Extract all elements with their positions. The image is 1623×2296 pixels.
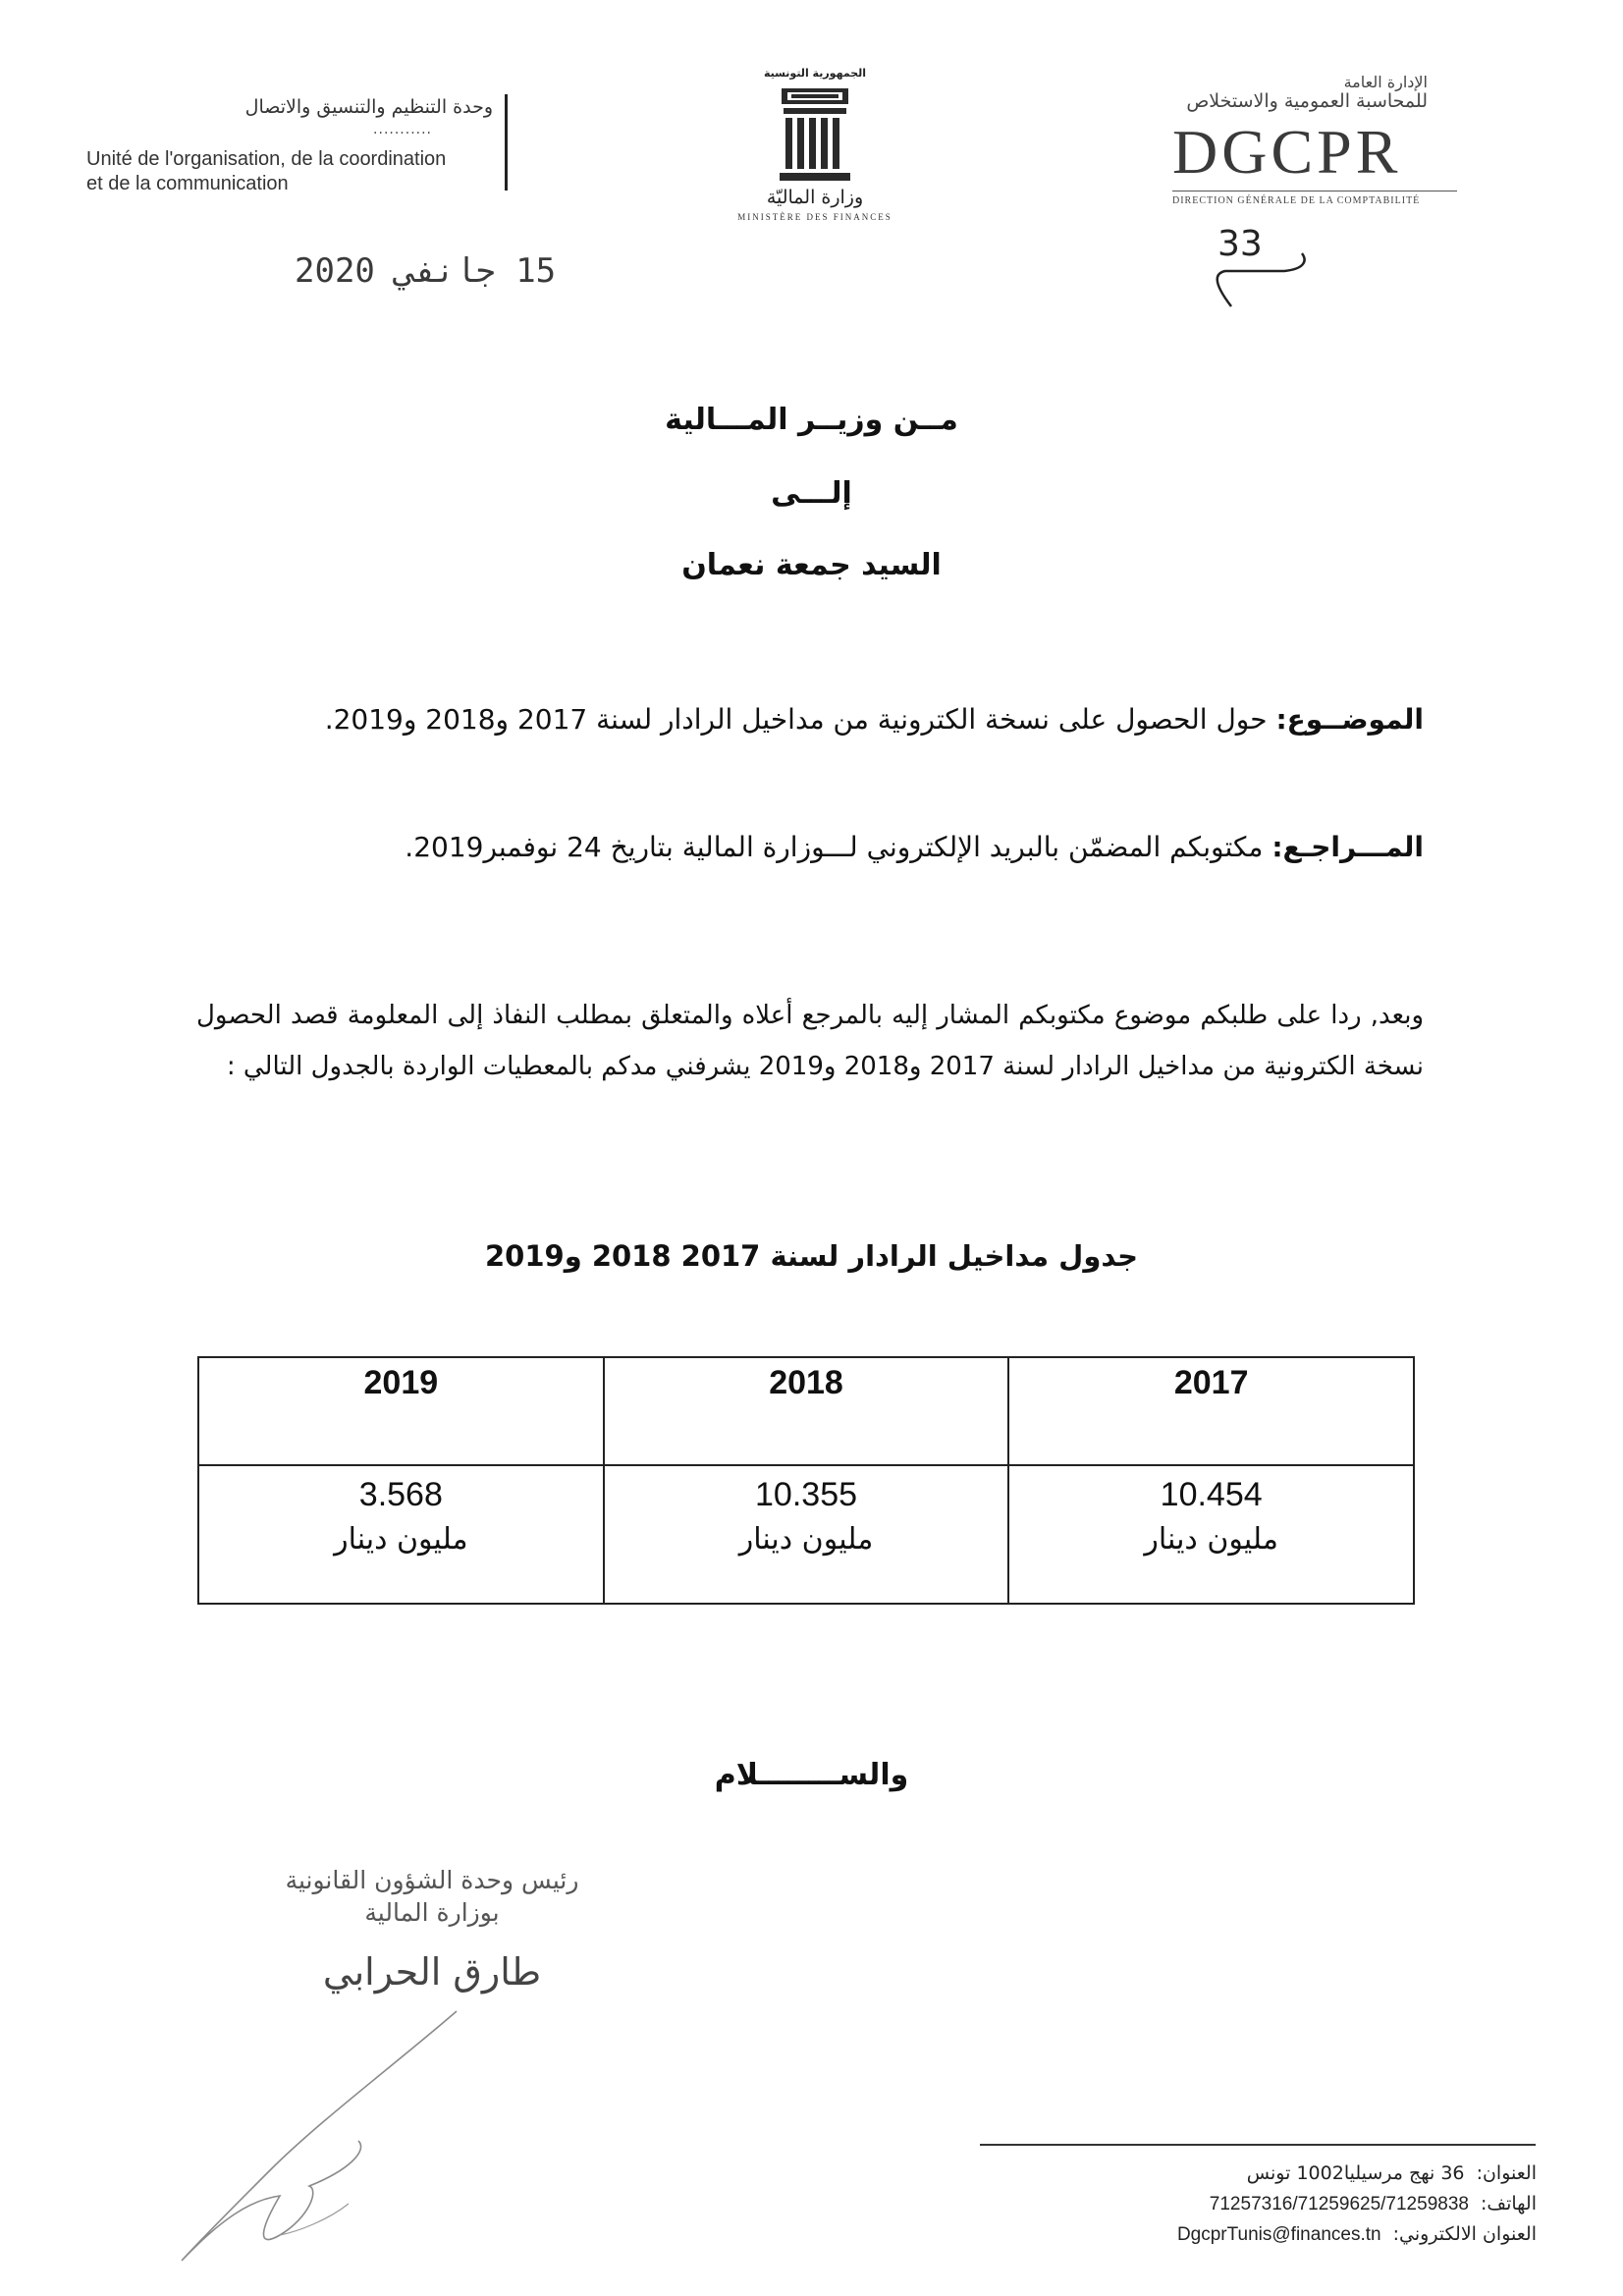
signatory-ministry: بوزارة المالية: [364, 1898, 500, 1927]
subject-line: [147, 703, 1424, 736]
subject-text: حول الحصول على نسخة الكترونية من مداخيل الرادار لسنة 2017 و2018 و2019.: [324, 703, 1276, 736]
subject-label: الموضــوع:: [1275, 703, 1424, 736]
unit-name-ar: وحدة التنظيم والتنسيق والاتصال: [244, 96, 493, 118]
reference-label: المـــراجـع:: [1271, 831, 1424, 863]
phone-value: 71257316/71259625/71259838: [1209, 2194, 1469, 2214]
table-header-row: [198, 1357, 1414, 1465]
reference-text: مكتوبكم المضمّن بالبريد الإلكتروني لـــوزارة المالية بتاريخ 24 نوفمبر2019.: [405, 831, 1272, 863]
handwritten-signature-icon: [162, 2003, 466, 2269]
ministry-name-ar: وزارة الماليّة: [766, 187, 864, 208]
table-cell: [198, 1465, 604, 1604]
signatory-name: طارق الحرابي: [322, 1950, 542, 1994]
sender-line: مــن وزيــر المـــالية: [665, 403, 958, 437]
address-label: العنوان:: [1476, 2162, 1537, 2184]
footer-address: [987, 2159, 1537, 2189]
email-label: العنوان الالكتروني:: [1392, 2223, 1537, 2245]
columns-emblem-icon: [778, 86, 852, 185]
table-title: جدول مداخيل الرادار لسنة 2017 2018 و2019: [484, 1239, 1139, 1273]
reference-number: 33: [1217, 224, 1263, 264]
footer-phone: [987, 2189, 1537, 2219]
revenue-unit: مليون دينار: [1144, 1522, 1278, 1557]
reference-line: [147, 831, 1424, 863]
radar-revenue-table: [197, 1356, 1415, 1605]
revenue-value: 10.454: [1160, 1476, 1263, 1513]
recipient-line: السيد جمعة نعمان: [681, 548, 942, 582]
revenue-unit: مليون دينار: [334, 1522, 468, 1557]
handwritten-mark-icon: [1206, 246, 1314, 314]
ministry-emblem: [707, 63, 923, 230]
dgcpr-name-fr: DIRECTION GÉNÉRALE DE LA COMPTABILITÉ: [1172, 191, 1457, 206]
address-value: 36 نهج مرسيليا1002 تونس: [1246, 2162, 1465, 2184]
footer-email: [987, 2219, 1537, 2250]
dgcpr-logo-block: [1163, 65, 1457, 212]
revenue-value: 10.355: [755, 1476, 858, 1513]
phone-label: الهاتف:: [1481, 2193, 1537, 2214]
dgcpr-name-ar-line1: الإدارة العامة: [1343, 73, 1428, 91]
table-cell: [604, 1465, 1009, 1604]
republic-label: الجمهورية التونسية: [763, 67, 867, 80]
unit-name-fr: [86, 147, 446, 196]
year-header: 2018: [604, 1357, 1009, 1465]
letter-body: وبعد, ردا على طلبكم موضوع مكتوبكم المشار إليه بالمرجع أعلاه والمتعلق بمطلب النفاذ إلى المعلومة قصد الحصول نسخة الكترونية من مداخيل الرادار لسنة 2017 و2018 و2019 يشرفني مدكم بالمعطيات الواردة بالجدول التالي :: [196, 1001, 1424, 1081]
ministry-name-fr: MINISTÈRE DES FINANCES: [737, 212, 893, 222]
footer-contact: [987, 2159, 1537, 2250]
year-header: 2019: [198, 1357, 604, 1465]
footer-divider: [980, 2144, 1536, 2146]
dgcpr-logo: DGCPR: [1172, 117, 1402, 187]
unit-name-fr-line1: Unité de l'organisation, de la coordination: [86, 148, 447, 170]
revenue-value: 3.568: [358, 1476, 443, 1513]
signature-stamp: [255, 1866, 609, 1994]
closing-salutation: والســــــــلام: [714, 1758, 909, 1792]
year-header: 2017: [1008, 1357, 1414, 1465]
header-divider: [505, 94, 508, 191]
email-value: DgcprTunis@finances.tn: [1176, 2224, 1381, 2245]
table-cell: [1008, 1465, 1414, 1604]
to-line: إلـــى: [771, 476, 852, 511]
unit-dots: ...........: [373, 122, 432, 137]
table-row: [198, 1465, 1414, 1604]
unit-name-fr-line2: et de la communication: [86, 173, 289, 194]
date-stamp: 15 جانفي 2020: [295, 251, 557, 291]
signatory-title: رئيس وحدة الشؤون القانونية: [285, 1866, 579, 1894]
dgcpr-name-ar-line2: للمحاسبة العمومية والاستخلاص: [1186, 90, 1428, 112]
revenue-unit: مليون دينار: [738, 1522, 874, 1557]
